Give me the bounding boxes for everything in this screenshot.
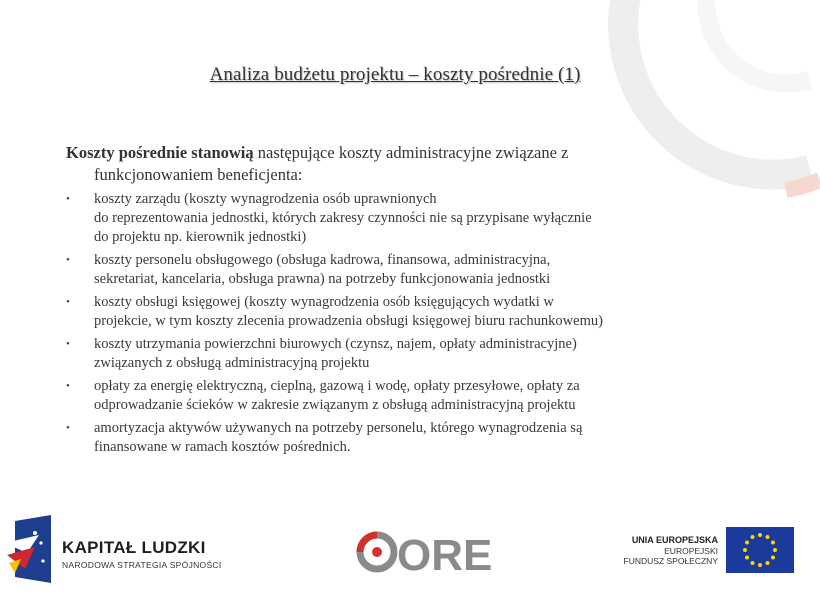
list-item	[66, 190, 766, 247]
ue-line-2: EUROPEJSKI	[664, 545, 718, 556]
slide-title: Analiza budżetu projektu – koszty pośrednie (1)	[209, 64, 581, 85]
list-item-line: opłaty za energię elektryczną, cieplną, gazową i wodę, opłaty przesyłowe, opłaty za	[94, 378, 580, 394]
list-item-line: odprowadzanie ścieków w zakresie związanym z obsługą administracyjną projektu	[94, 397, 576, 413]
list-item-line: amortyzacja aktywów używanych na potrzeby personelu, którego wynagrodzenia są	[94, 420, 583, 436]
bullet-icon: •	[66, 193, 70, 205]
intro-continuation: funkcjonowaniem beneficjenta:	[94, 165, 303, 184]
list-item	[66, 419, 766, 457]
ue-line-1: UNIA EUROPEJSKA	[631, 535, 718, 545]
intro-text: następujące koszty administracyjne związane z	[257, 143, 569, 162]
intro-bold: Koszty pośrednie stanowią	[66, 143, 254, 162]
list-item-line: do projektu np. kierownik jednostki)	[94, 229, 307, 245]
bullet-icon: •	[66, 422, 70, 434]
eu-flag-icon	[726, 527, 794, 578]
intro-paragraph	[66, 142, 766, 186]
list-item-line: sekretariat, kancelaria, obsługa prawna) na potrzeby funkcjonowania jednostki	[94, 271, 551, 287]
list-item	[66, 335, 766, 373]
bullet-icon: •	[66, 338, 70, 350]
ue-line-3: FUNDUSZ SPOŁECZNY	[623, 556, 718, 566]
ore-logo-text: ORE	[397, 531, 493, 580]
list-item-line: projekcie, w tym koszty zlecenia prowadzenia obsługi księgowej biuru rachunkowemu)	[94, 313, 603, 329]
ore-logo	[355, 528, 493, 583]
bullet-icon: •	[66, 296, 70, 308]
list-item-line: związanych z obsługą administracyjną projektu	[94, 355, 370, 371]
list-item-line: koszty personelu obsługowego (obsługa kadrowa, finansowa, administracyjna,	[94, 252, 551, 268]
list-item	[66, 251, 766, 289]
kapital-ludzki-subtitle: NARODOWA STRATEGIA SPÓJNOŚCI	[62, 560, 222, 570]
list-item-line: do reprezentowania jednostki, których zakresy czynności nie są przypisane wyłącznie	[94, 210, 592, 226]
bullet-icon: •	[66, 254, 70, 266]
bullet-icon: •	[66, 380, 70, 392]
cost-list	[66, 190, 766, 461]
list-item-line: koszty obsługi księgowej (koszty wynagrodzenia osób księgujących wydatki w	[94, 294, 554, 310]
kapital-ludzki-title: KAPITAŁ LUDZKI	[62, 538, 206, 557]
list-item	[66, 293, 766, 331]
list-item-line: koszty utrzymania powierzchni biurowych (czynsz, najem, opłaty administracyjne)	[94, 336, 577, 352]
list-item	[66, 377, 766, 415]
kapital-ludzki-logo-icon	[5, 513, 57, 590]
list-item-line: finansowane w ramach kosztów pośrednich.	[94, 439, 351, 455]
list-item-line: koszty zarządu (koszty wynagrodzenia osób uprawnionych	[94, 191, 437, 207]
ue-text-block	[600, 535, 718, 567]
